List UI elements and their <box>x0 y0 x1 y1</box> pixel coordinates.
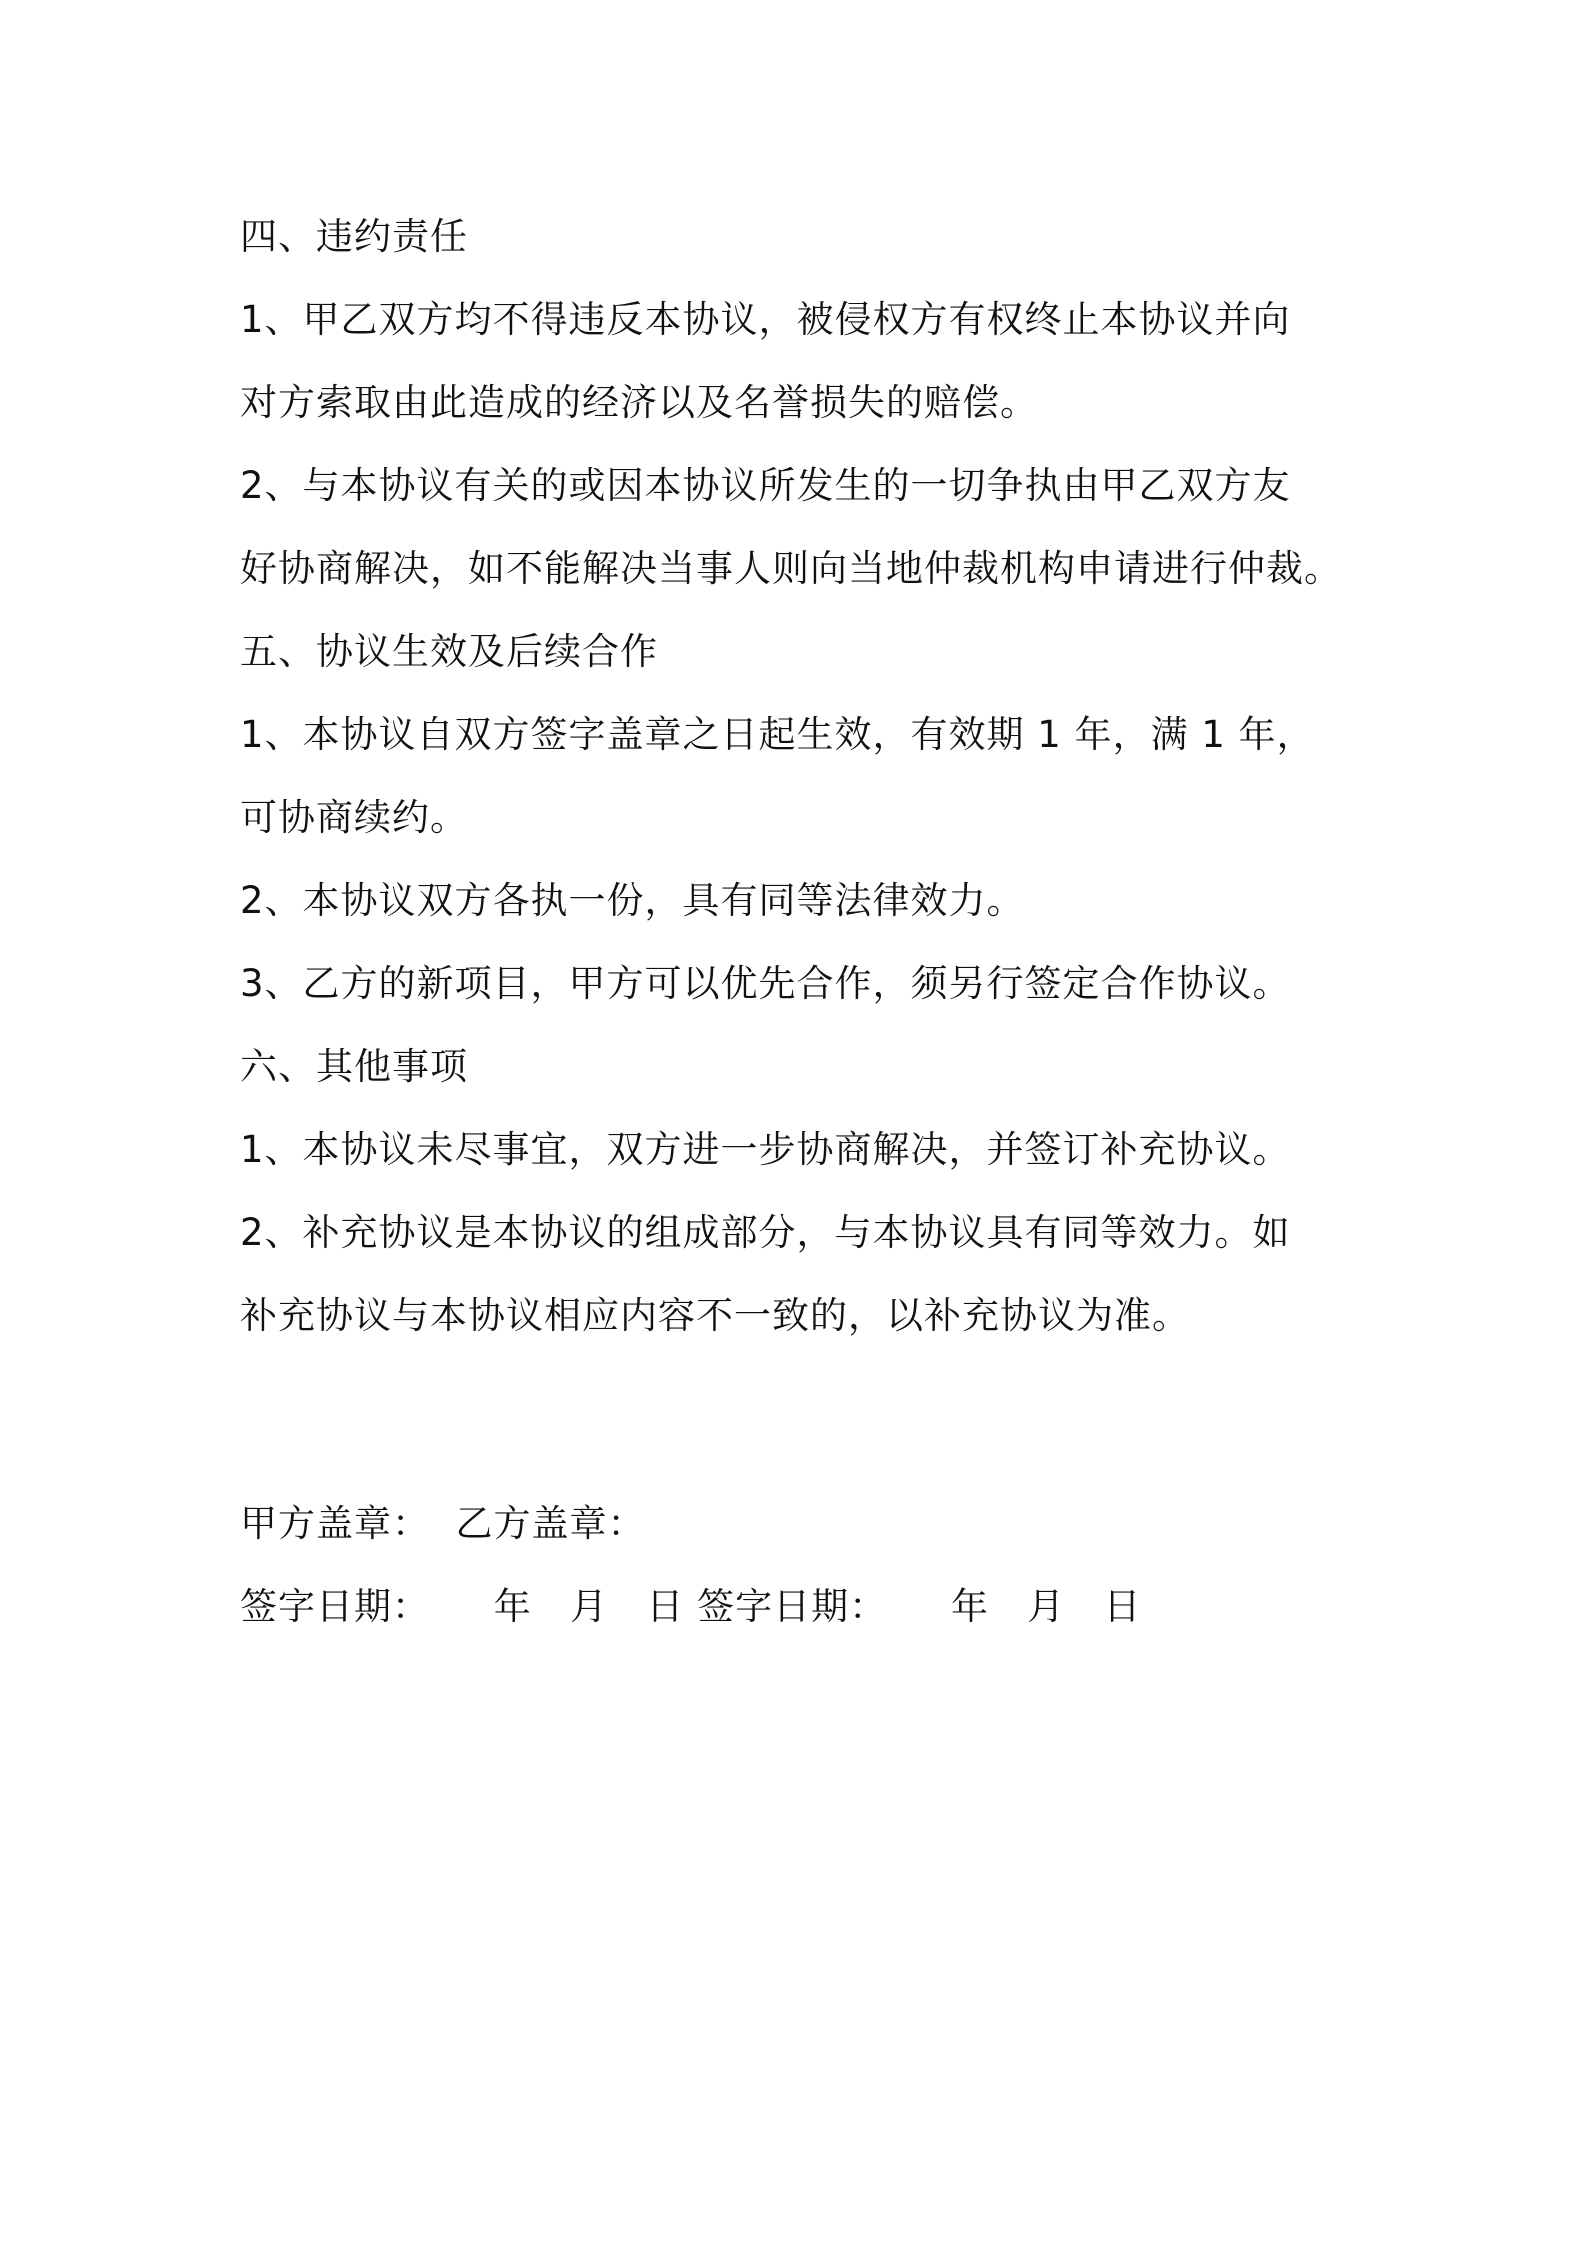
paragraph-line: 1、甲乙双方均不得违反本协议，被侵权方有权终止本协议并向 <box>240 298 1291 341</box>
date-line: 签字日期： 年 月 日 签字日期： 年 月 日 <box>240 1585 1142 1628</box>
section-breach-liability <box>240 195 1380 610</box>
section-heading: 六、其他事项 <box>240 1045 468 1088</box>
spacer <box>240 1357 1380 1482</box>
section-heading: 五、协议生效及后续合作 <box>240 630 658 673</box>
paragraph-line: 2、与本协议有关的或因本协议所发生的一切争执由甲乙双方友 <box>240 464 1291 507</box>
paragraph-line: 3、乙方的新项目，甲方可以优先合作，须另行签定合作协议。 <box>240 962 1291 1005</box>
section-effectiveness <box>240 610 1380 1025</box>
stamp-line: 甲方盖章： 乙方盖章： <box>240 1502 646 1545</box>
section-other-matters <box>240 1025 1380 1357</box>
paragraph-line: 好协商解决，如不能解决当事人则向当地仲裁机构申请进行仲裁。 <box>240 547 1342 590</box>
paragraph-line: 2、本协议双方各执一份，具有同等法律效力。 <box>240 879 1025 922</box>
paragraph-line: 对方索取由此造成的经济以及名誉损失的赔偿。 <box>240 381 1038 424</box>
paragraph-line: 1、本协议未尽事宜，双方进一步协商解决，并签订补充协议。 <box>240 1128 1291 1171</box>
paragraph-line: 1、本协议自双方签字盖章之日起生效，有效期 1 年，满 1 年， <box>240 713 1315 756</box>
paragraph-line: 2、补充协议是本协议的组成部分，与本协议具有同等效力。如 <box>240 1211 1291 1254</box>
paragraph-line: 补充协议与本协议相应内容不一致的，以补充协议为准。 <box>240 1294 1190 1337</box>
signature-block <box>240 1482 1380 1648</box>
paragraph-line: 可协商续约。 <box>240 796 468 839</box>
section-heading: 四、违约责任 <box>240 215 468 258</box>
document-body <box>240 195 1380 1648</box>
